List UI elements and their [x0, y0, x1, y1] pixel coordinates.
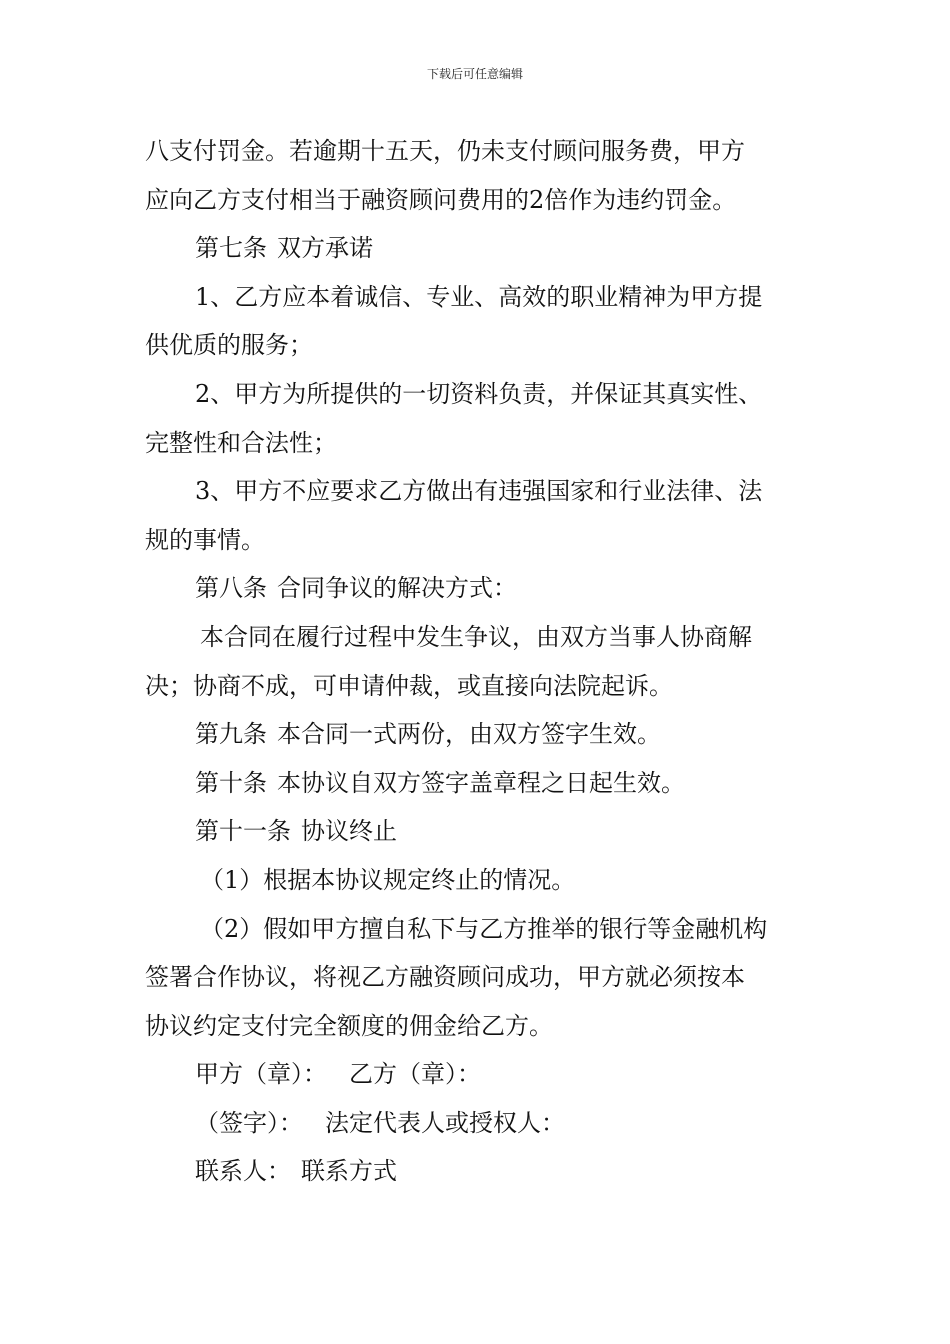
- article-number: 第七条: [195, 234, 267, 263]
- signature-sign-line: [145, 1099, 810, 1148]
- paragraph-line: 协议约定支付完全额度的佣金给乙方。: [145, 1011, 553, 1040]
- party-b-seal-label: 乙方（章）：: [349, 1060, 481, 1089]
- paragraph-line: 八支付罚金。若逾期十五天，仍未支付顾问服务费，甲方: [145, 137, 745, 165]
- article-title: 合同争议的解决方式：: [277, 574, 517, 603]
- paragraph-line: 完整性和合法性；: [145, 428, 337, 457]
- article-text: 本合同一式两份，由双方签字生效。: [277, 720, 661, 749]
- paragraph-line: 应向乙方支付相当于融资顾问费用的2倍作为违约罚金。: [145, 185, 737, 214]
- paragraph-line: 决；协商不成，可申请仲裁，或直接向法院起诉。: [145, 671, 673, 700]
- contact-person-label: 联系人：: [195, 1157, 291, 1186]
- signature-label: （签字）：: [195, 1108, 303, 1137]
- contact-line: [145, 1147, 810, 1196]
- article-9-line: [145, 710, 810, 759]
- article-number: 第九条: [195, 720, 267, 749]
- article-11-heading: [145, 807, 810, 856]
- page-header: 下载后可任意编辑: [426, 67, 523, 81]
- party-a-seal-label: 甲方（章）：: [195, 1060, 327, 1089]
- paragraph-line: 2、甲方为所提供的一切资料负责，并保证其真实性、: [195, 379, 763, 408]
- paragraph-line: 本合同在履行过程中发生争议，由双方当事人协商解: [200, 622, 752, 651]
- article-title: 协议终止: [301, 817, 397, 846]
- article-title: 双方承诺: [277, 234, 373, 263]
- paragraph-line: （2）假如甲方擅自私下与乙方推举的银行等金融机构: [200, 914, 768, 943]
- article-number: 第八条: [195, 574, 267, 603]
- legal-representative-label: 法定代表人或授权人：: [325, 1108, 565, 1137]
- document-body: [145, 127, 810, 1196]
- article-number: 第十条: [195, 768, 267, 797]
- contact-method-label: 联系方式: [301, 1157, 397, 1186]
- article-7-heading: [145, 224, 810, 273]
- paragraph-line: 规的事情。: [145, 525, 265, 554]
- article-10-line: [145, 759, 810, 808]
- article-number: 第十一条: [195, 817, 291, 846]
- paragraph-line: 签署合作协议，将视乙方融资顾问成功，甲方就必须按本: [145, 963, 745, 992]
- signature-parties-line: [145, 1050, 810, 1099]
- paragraph-line: 1、乙方应本着诚信、专业、高效的职业精神为甲方提: [195, 282, 763, 311]
- paragraph-line: 3、甲方不应要求乙方做出有违强国家和行业法律、法: [195, 477, 763, 506]
- article-text: 本协议自双方签字盖章程之日起生效。: [277, 768, 685, 797]
- paragraph-line: 供优质的服务；: [145, 331, 313, 360]
- article-8-heading: [145, 564, 810, 613]
- paragraph-line: （1）根据本协议规定终止的情况。: [200, 865, 576, 894]
